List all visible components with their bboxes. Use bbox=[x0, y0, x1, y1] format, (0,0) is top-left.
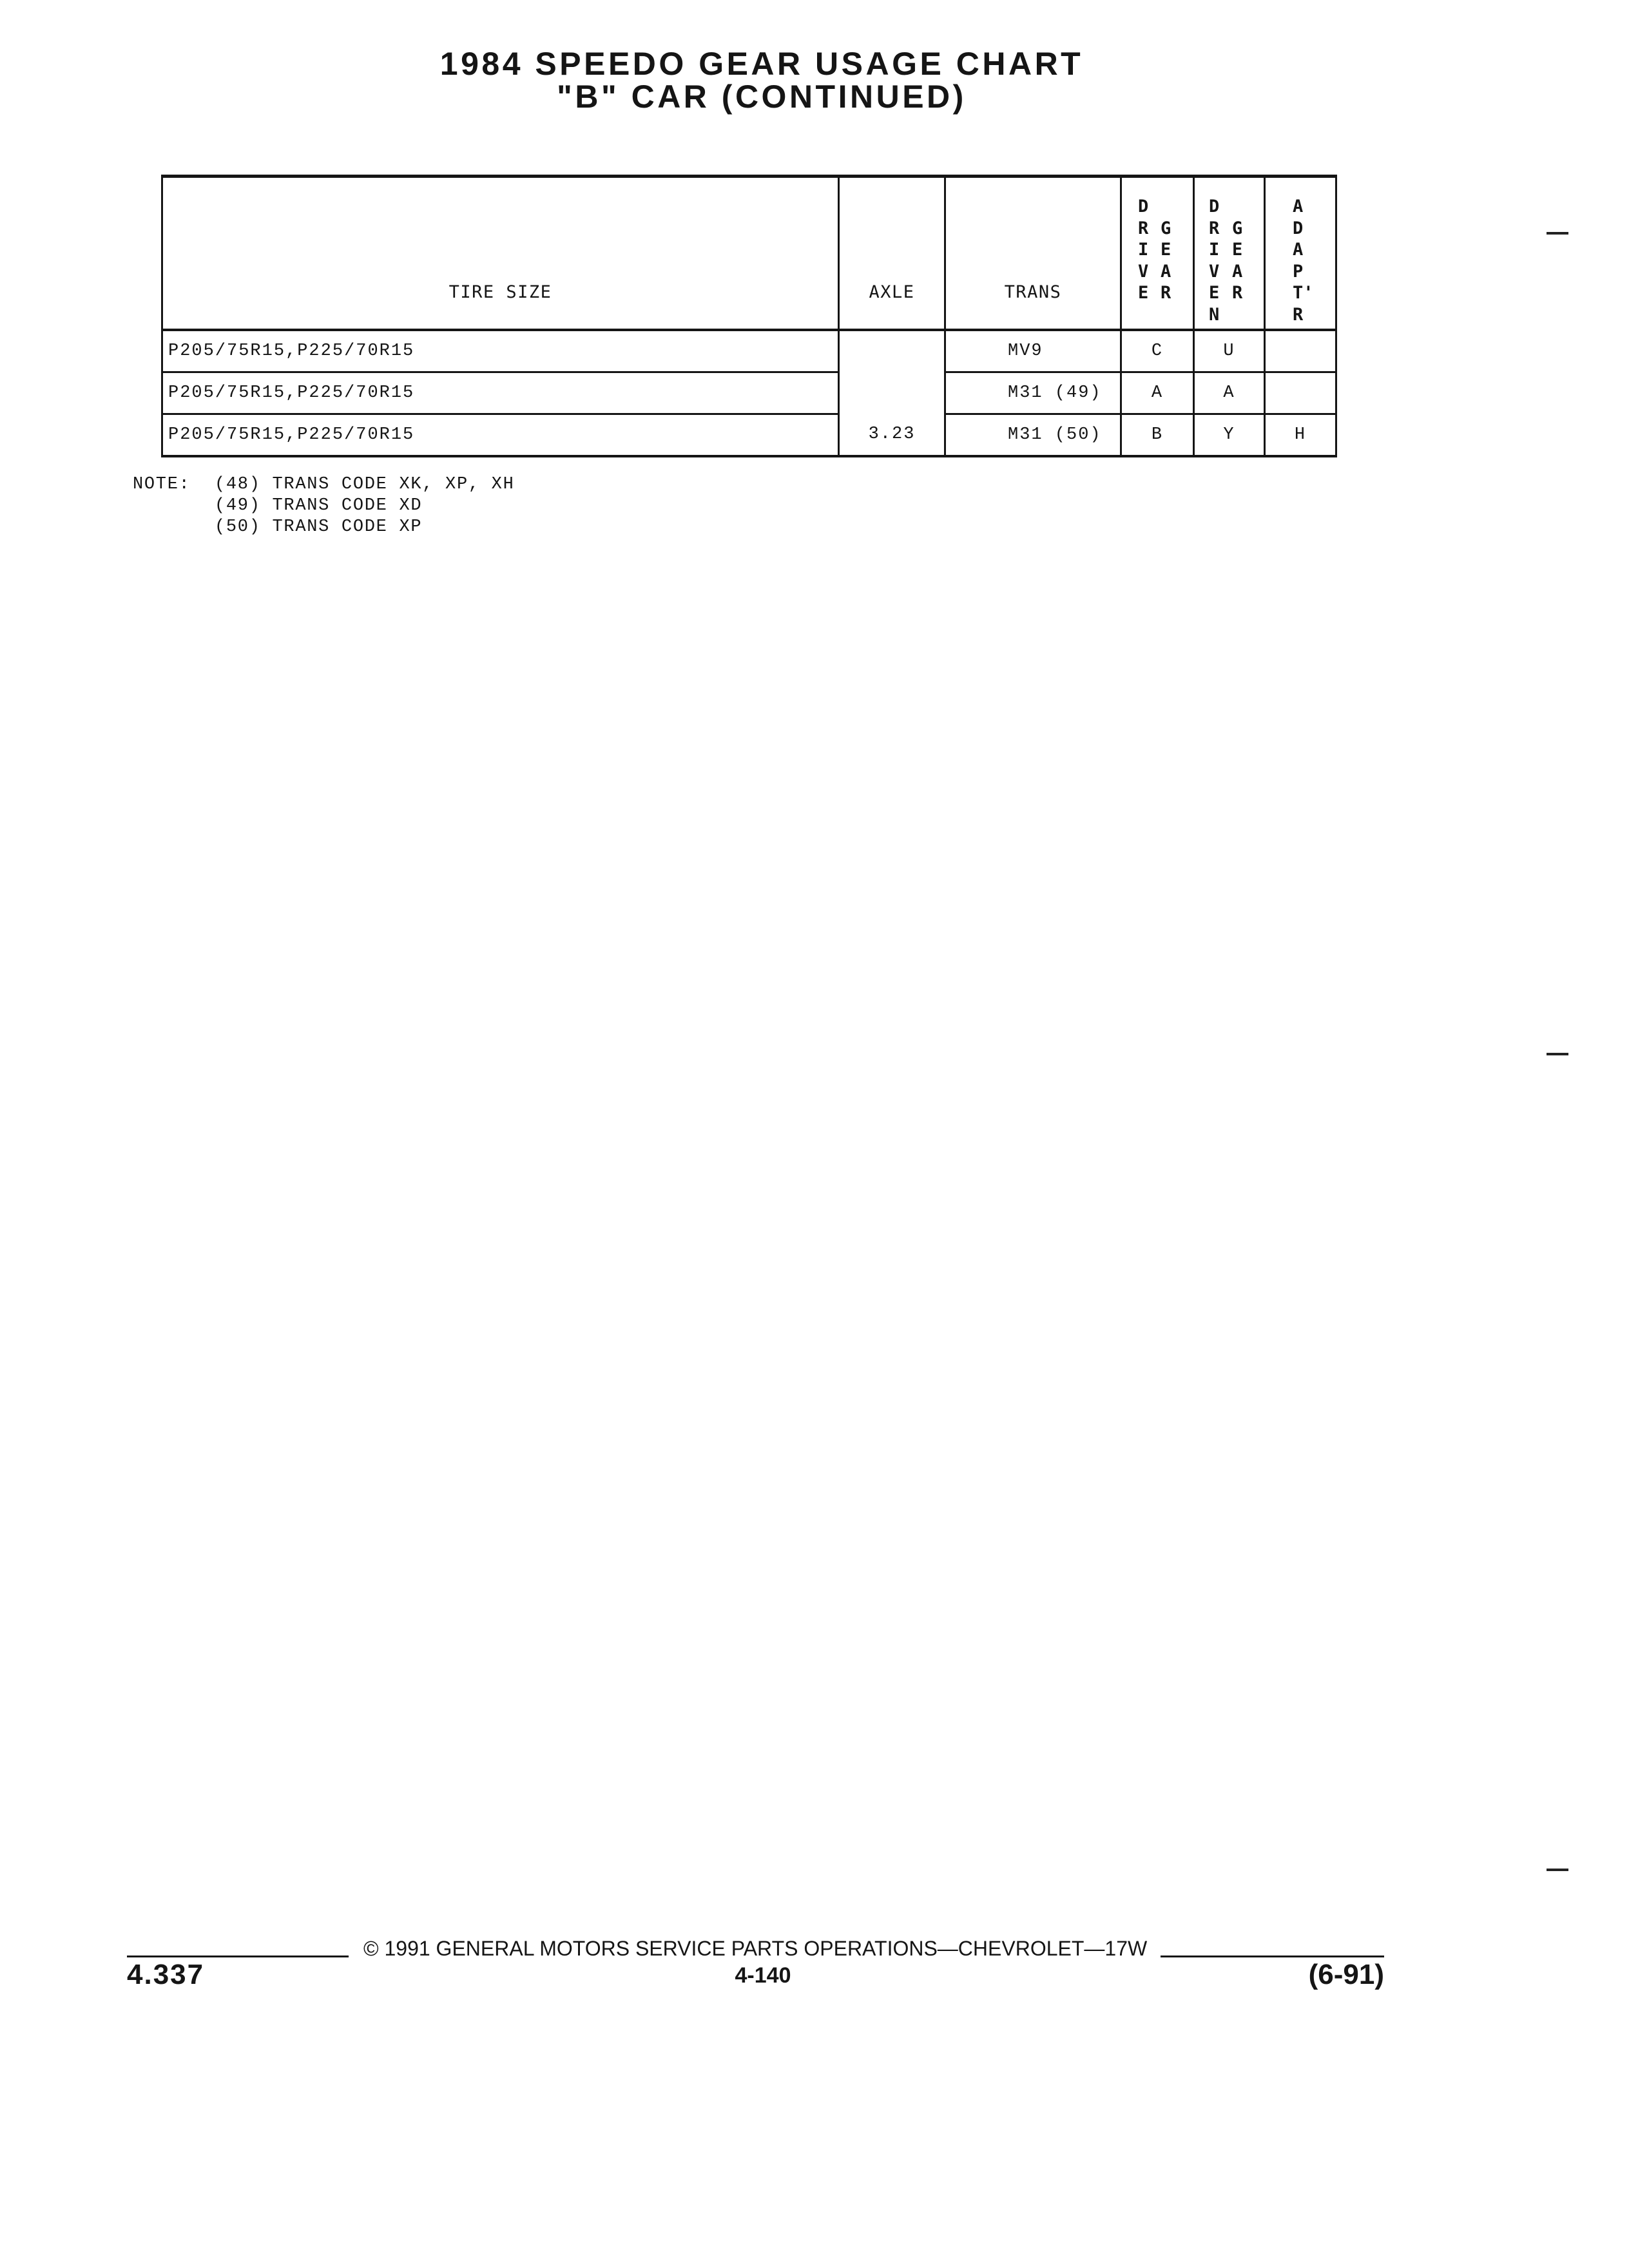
note-item: (48) TRANS CODE XK, XP, XH bbox=[215, 475, 515, 494]
tire-size-cell: P205/75R15,P225/70R15 bbox=[162, 330, 839, 372]
drive-gear-header-word-2 bbox=[1161, 218, 1171, 304]
margin-mark bbox=[1547, 232, 1568, 235]
table-header bbox=[162, 177, 1336, 331]
header-letter: R bbox=[1138, 218, 1149, 238]
driven-gear-cell: A bbox=[1194, 372, 1265, 414]
speedo-gear-usage-table bbox=[161, 175, 1337, 457]
axle-cell bbox=[839, 372, 945, 414]
margin-mark bbox=[1547, 1869, 1568, 1871]
header-letter: A bbox=[1161, 261, 1171, 282]
table-row bbox=[162, 372, 1336, 414]
header-letter: D bbox=[1138, 197, 1149, 216]
note-item: (50) TRANS CODE XP bbox=[215, 517, 423, 537]
header-letter: I bbox=[1209, 240, 1220, 260]
header-letter: R bbox=[1209, 218, 1220, 238]
header-letter: E bbox=[1161, 240, 1171, 260]
note-label: NOTE: bbox=[133, 475, 191, 494]
driven-gear-header-word-2 bbox=[1232, 218, 1242, 304]
note-list bbox=[215, 474, 514, 538]
header-letter: D bbox=[1209, 197, 1220, 216]
header-letter: R bbox=[1161, 283, 1171, 303]
axle-cell: 3.23 bbox=[839, 414, 945, 457]
adaptor-cell bbox=[1265, 372, 1336, 414]
tire-size-cell: P205/75R15,P225/70R15 bbox=[162, 414, 839, 457]
title-line-1: 1984 SPEEDO GEAR USAGE CHART bbox=[439, 46, 1084, 82]
axle-cell bbox=[839, 330, 945, 372]
header-letter: I bbox=[1138, 240, 1149, 260]
header-letter: V bbox=[1138, 261, 1149, 282]
header-letter: G bbox=[1232, 218, 1243, 238]
drive-gear-cell: C bbox=[1121, 330, 1194, 372]
col-header-tire-size bbox=[162, 177, 839, 331]
header-letter: A bbox=[1293, 240, 1304, 260]
driven-gear-cell: Y bbox=[1194, 414, 1265, 457]
table-body bbox=[162, 330, 1336, 456]
header-letter: T' bbox=[1293, 283, 1314, 303]
header-letter: E bbox=[1209, 283, 1220, 303]
header-letter: R bbox=[1232, 283, 1243, 303]
col-header-driven-gear bbox=[1194, 177, 1265, 331]
page-number: 4-140 bbox=[735, 1963, 791, 1988]
adaptor-header-label bbox=[1293, 196, 1314, 325]
trans-cell: M31 (49) bbox=[945, 372, 1121, 414]
header-row bbox=[162, 177, 1336, 331]
col-header-axle bbox=[839, 177, 945, 331]
section-number: 4.337 bbox=[127, 1959, 205, 1990]
header-letter: D bbox=[1293, 218, 1304, 238]
header-letter: E bbox=[1232, 240, 1243, 260]
header-letter: E bbox=[1138, 283, 1149, 303]
col-header-drive-gear bbox=[1121, 177, 1194, 331]
copyright-text: © 1991 GENERAL MOTORS SERVICE PARTS OPERATIONS—CHEVROLET—17W bbox=[363, 1937, 1148, 1960]
trans-cell: MV9 bbox=[945, 330, 1121, 372]
note-item: (49) TRANS CODE XD bbox=[215, 496, 423, 515]
driven-gear-cell: U bbox=[1194, 330, 1265, 372]
col-header-adaptor bbox=[1265, 177, 1336, 331]
header-letter: V bbox=[1209, 261, 1220, 282]
driven-gear-header-word-1 bbox=[1209, 196, 1219, 325]
table-row bbox=[162, 414, 1336, 457]
header-letter: G bbox=[1161, 218, 1171, 238]
title-line-2: "B" CAR (CONTINUED) bbox=[557, 79, 967, 115]
header-letter: R bbox=[1293, 304, 1304, 325]
table-row bbox=[162, 330, 1336, 372]
page-title bbox=[375, 48, 1148, 113]
revision-date: (6-91) bbox=[1308, 1959, 1384, 1990]
footer-rule-right bbox=[1161, 1956, 1384, 1957]
trans-cell: M31 (50) bbox=[945, 414, 1121, 457]
header-letter: N bbox=[1209, 304, 1220, 325]
drive-gear-header-word-1 bbox=[1138, 196, 1148, 304]
tire-size-cell: P205/75R15,P225/70R15 bbox=[162, 372, 839, 414]
adaptor-cell: H bbox=[1265, 414, 1336, 457]
col-header-trans bbox=[945, 177, 1121, 331]
axle-header-label: AXLE bbox=[869, 282, 915, 302]
footer-rule-left bbox=[127, 1956, 349, 1957]
header-letter: A bbox=[1232, 261, 1243, 282]
margin-mark bbox=[1547, 1053, 1568, 1055]
tire-size-header-label: TIRE SIZE bbox=[448, 282, 552, 302]
header-letter: A bbox=[1293, 197, 1304, 216]
adaptor-cell bbox=[1265, 330, 1336, 372]
header-letter: P bbox=[1293, 261, 1304, 282]
drive-gear-cell: A bbox=[1121, 372, 1194, 414]
trans-header-label: TRANS bbox=[1004, 282, 1062, 302]
drive-gear-cell: B bbox=[1121, 414, 1194, 457]
